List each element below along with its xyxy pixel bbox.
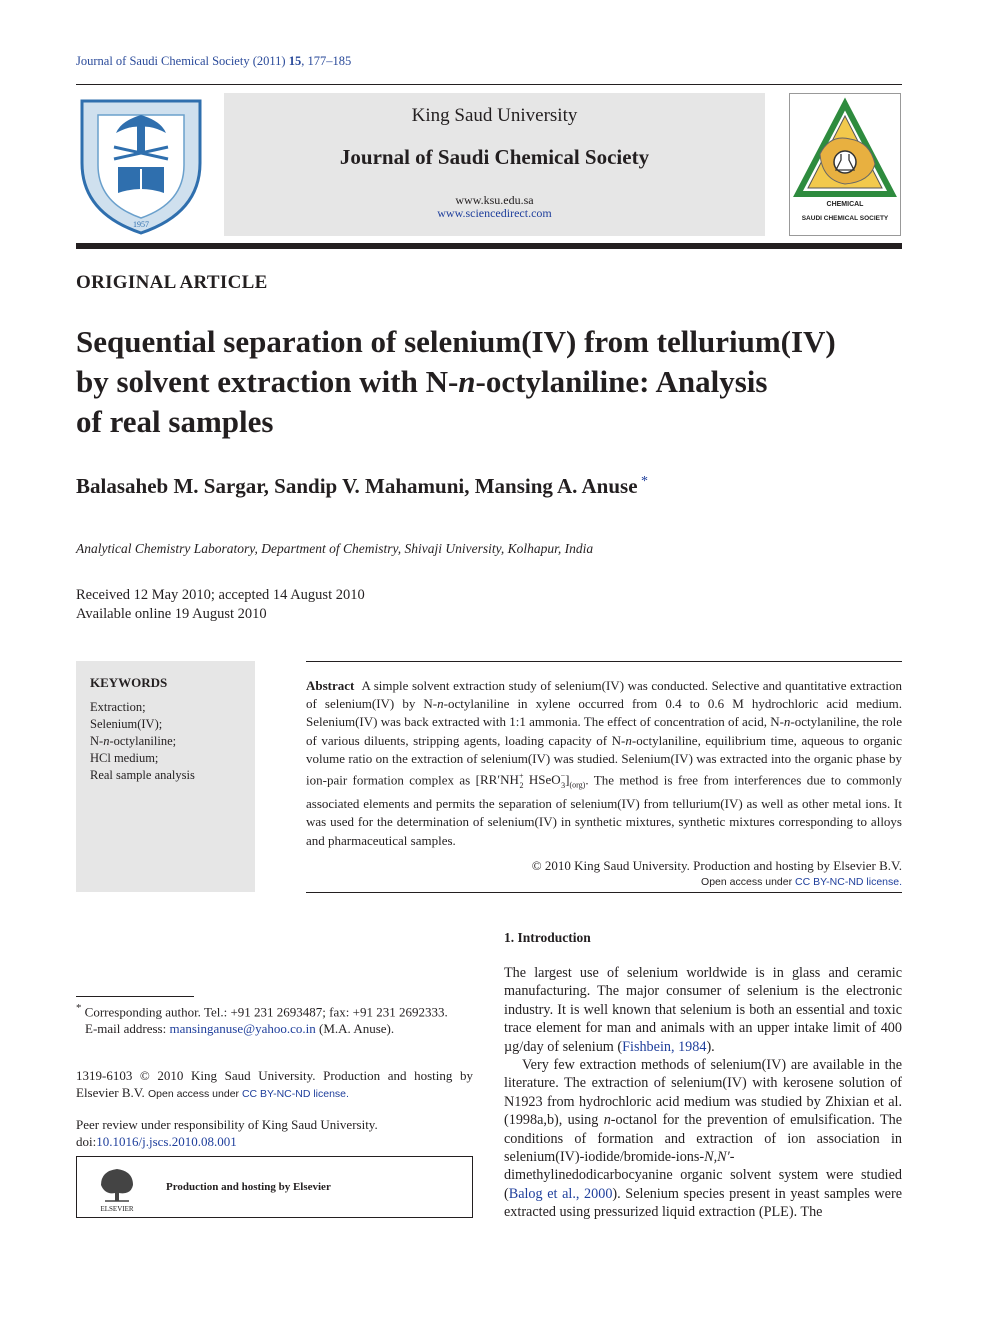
ion-pair-formula: [$RR'NH^+_2$ $HSeO^-_3]_{(org)}$	[475, 772, 586, 790]
citation-pages: , 177–185	[301, 54, 352, 68]
elsevier-production-box	[76, 1156, 473, 1218]
keywords-heading: KEYWORDS	[90, 675, 168, 690]
article-title	[76, 322, 896, 442]
abstract-top-rule	[306, 661, 902, 662]
citation-journal: Journal of Saudi Chemical Society (2011)	[76, 54, 289, 68]
intro-paragraph: Very few extraction methods of selenium(IV) are available in the literature. The extraction of selenium(IV) with kerosene solution of N1923 from hydrochloric acid medium was studied by Zhixian et al. (1998a,b), using n-octanol for the prevention of emulsification. The conditions of formation and extraction of ion association in selenium(IV)-iodide/bromide-ions-N,N′-dimethylinedodicarbocyanine organic solvent system were studied (Balog et al., 2000). Selenium species present in yeast samples were extracted using pressurized liquid extraction (PLE). The	[504, 1057, 903, 1221]
author-email-link[interactable]: mansinganuse@yahoo.co.in	[169, 1021, 316, 1037]
title-line-2: by solvent extraction with N-n-octylaniline: Analysis	[76, 364, 768, 399]
author-list	[76, 474, 648, 499]
elsevier-production-text: Production and hosting by Elsevier	[166, 1181, 331, 1193]
emblem-center-label: CHEMICAL	[826, 201, 864, 208]
section-heading-introduction: 1. Introduction	[504, 930, 591, 945]
abstract-bottom-rule	[306, 892, 902, 893]
abstract-copyright: © 2010 King Saud University. Production and hosting by Elsevier B.V.	[531, 858, 902, 873]
abstract-text: Abstract A simple solvent extraction study of selenium(IV) was conducted. Selective and quantitative extraction of selenium(IV) by N-n-octylaniline in xylene occurred from 0.4 to 0.6 M hydrochloric acid medium. Selenium(IV) was back extracted with 1:1 ammonia. The effect of concentration of acid, N-n-octylaniline, the role of various diluents, stripping agents, loading capacity of N-n-octylaniline, equilibrium time, aqueous to organic volume ratio on the extraction of selenium(IV) was studied. Selenium(IV) was extracted into the organic phase by ion-pair formation complex as [$RR'NH^+_2$ $HSeO^-_3]_{(org)}$. The method is free from interferences due to commonly associated elements and permits the separation of selenium(IV) from tellurium(IV) as well as other metal ions. It was used for the determination of selenium(IV) in synthetic mixtures, synthetic mixtures corresponding to alloys and pharmaceutical samples.	[306, 678, 903, 848]
ksu-url[interactable]: www.ksu.edu.sa	[455, 193, 534, 207]
license-link[interactable]: CC BY-NC-ND license.	[241, 1088, 349, 1100]
keywords-box	[76, 661, 255, 892]
open-access-notice: Open access under CC BY-NC-ND license.	[701, 876, 902, 888]
keyword-item: Selenium(IV);	[90, 717, 163, 731]
ksu-logo	[76, 93, 206, 236]
journal-citation[interactable]	[76, 54, 351, 69]
online-date: Available online 19 August 2010	[76, 606, 267, 622]
keyword-item: HCl medium;	[90, 751, 159, 765]
introduction-text	[504, 964, 902, 1222]
article-dates	[76, 586, 365, 624]
citation-link[interactable]: Balog et al., 2000	[508, 1185, 613, 1202]
saudi-chemical-society-logo	[789, 93, 901, 236]
title-line-3: of real samples	[76, 404, 274, 439]
ksu-seal-icon	[76, 93, 206, 236]
peer-review-notice: Peer review under responsibility of King Saud University. doi:10.1016/j.jscs.2010.08.001	[76, 1117, 378, 1149]
keyword-item: Real sample analysis	[90, 768, 195, 782]
author-names: Balasaheb M. Sargar, Sandip V. Mahamuni, Mansing A. Anuse	[76, 474, 638, 498]
license-link[interactable]: CC BY-NC-ND license.	[795, 876, 902, 888]
top-rule	[76, 84, 902, 85]
article-type: ORIGINAL ARTICLE	[76, 272, 268, 293]
citation-volume: 15	[288, 54, 302, 68]
received-date: Received 12 May 2010; accepted 14 August 2010	[76, 587, 365, 603]
keyword-item: Extraction;	[90, 700, 146, 714]
journal-banner	[224, 93, 765, 236]
keywords-list	[90, 699, 195, 784]
citation-link[interactable]: Fishbein, 1984	[622, 1038, 707, 1055]
doi-link[interactable]: 10.1016/j.jscs.2010.08.001	[96, 1134, 237, 1149]
university-name: King Saud University	[411, 105, 578, 126]
journal-name: Journal of Saudi Chemical Society	[339, 145, 650, 169]
affiliation: Analytical Chemistry Laboratory, Department of Chemistry, Shivaji University, Kolhapur, India	[76, 541, 594, 556]
elsevier-wordmark: ELSEVIER	[100, 1205, 134, 1213]
title-line-1: Sequential separation of selenium(IV) from tellurium(IV)	[76, 324, 836, 359]
corresponding-author-mark[interactable]: *	[637, 474, 649, 489]
sciencedirect-link[interactable]: www.sciencedirect.com	[437, 206, 552, 220]
abstract-label: Abstract	[306, 678, 355, 693]
issn-notice: 1319-6103 © 2010 King Saud University. Production and hosting by Elsevier B.V. Open access under CC BY-NC-ND license.	[76, 1068, 473, 1100]
intro-paragraph: The largest use of selenium worldwide is in glass and ceramic manufacturing. The major consumer of selenium is the electronic industry. It is well known that selenium is both an essential and toxic trace element for man and animals with an upper intake limit of 400 µg/day of selenium (Fishbein, 1984).	[504, 965, 902, 1055]
ksu-seal-year: 1957	[133, 220, 149, 229]
elsevier-tree-icon	[93, 1163, 141, 1213]
keyword-item: N-n-octylaniline;	[90, 734, 177, 748]
chemical-society-emblem-icon	[790, 94, 900, 235]
emblem-lower-text: SAUDI CHEMICAL SOCIETY	[801, 215, 889, 222]
header-rule	[76, 243, 902, 249]
footnote-rule	[76, 996, 194, 997]
corresponding-author-footnote: * Corresponding author. Tel.: +91 231 2693487; fax: +91 231 2692333. E-mail address: mansinganuse@yahoo.co.in (M.A. Anuse).	[76, 1002, 448, 1037]
